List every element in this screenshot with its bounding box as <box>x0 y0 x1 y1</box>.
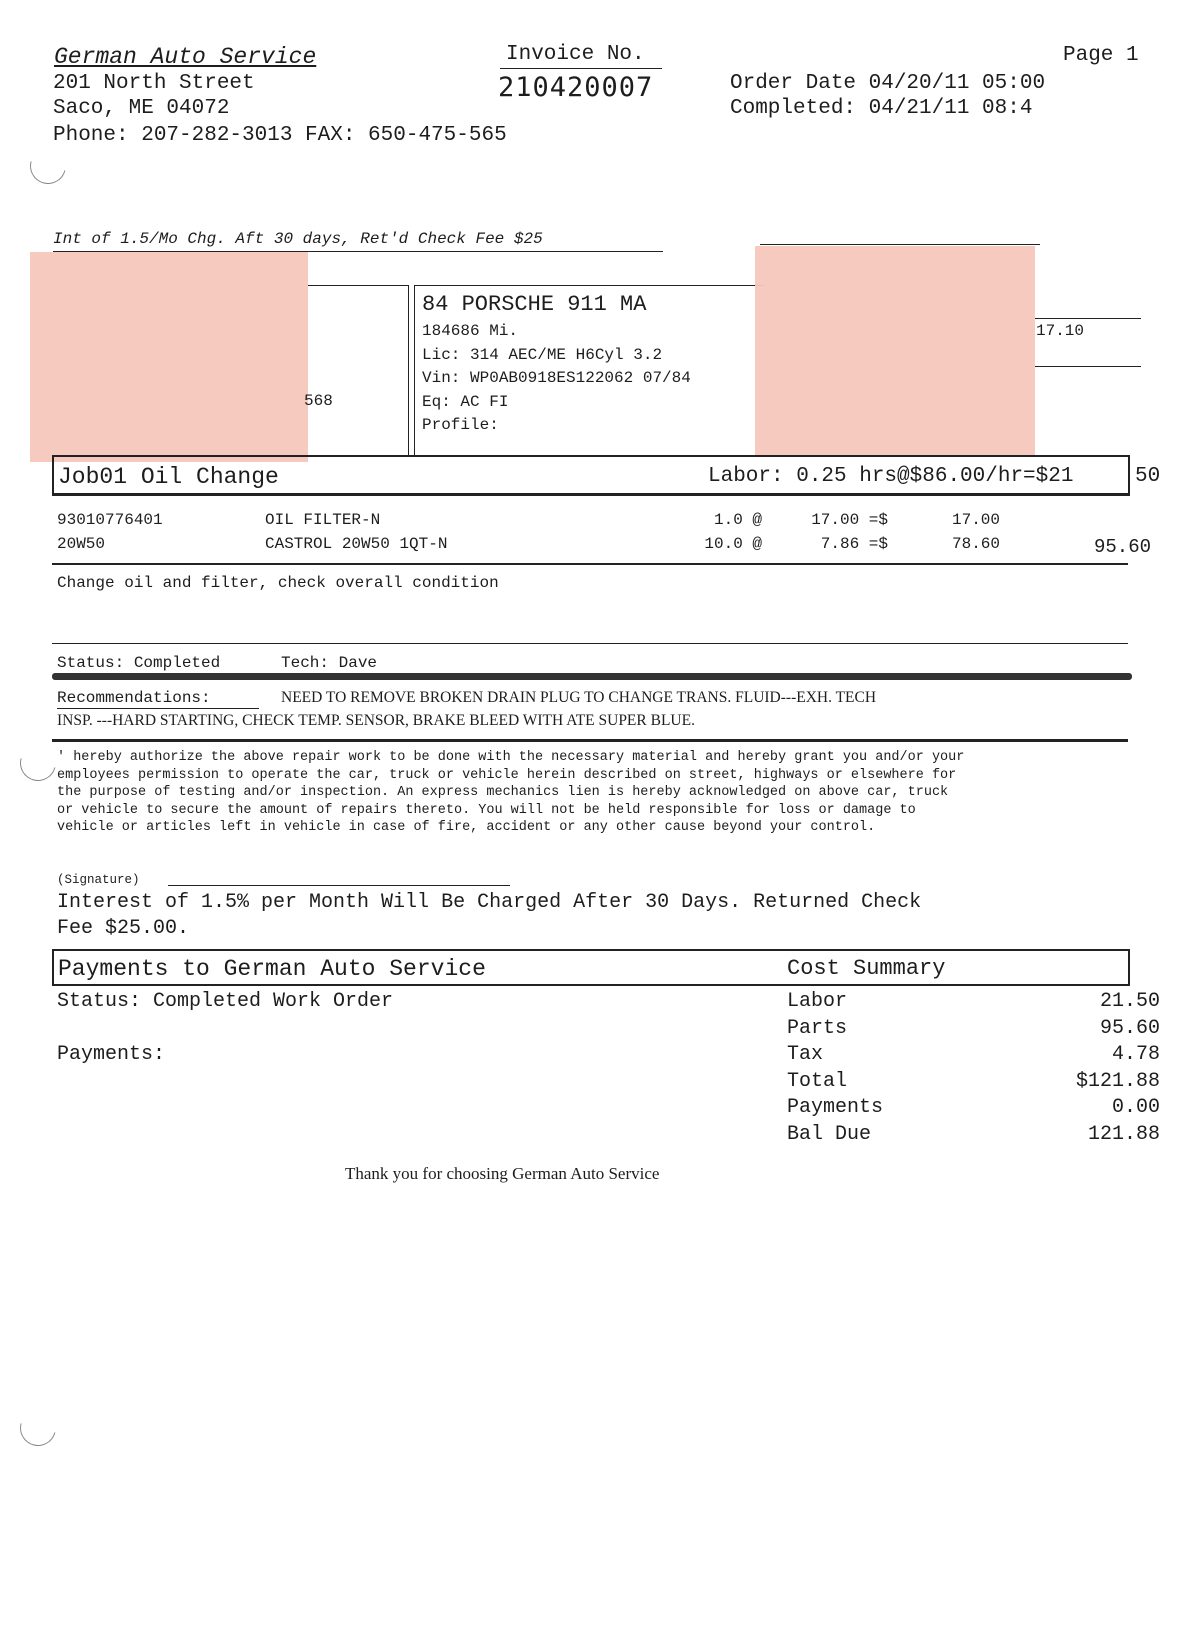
vehicle-equipment: Eq: AC FI <box>422 393 509 411</box>
job-labor-cents: 50 <box>1135 465 1161 488</box>
authorization-line: employees permission to operate the car, truck or vehicle herein described on street, highways or elsewhere for <box>57 767 957 783</box>
part-unit-price: 17.00 =$ <box>811 511 888 529</box>
account-row-line <box>1035 318 1141 319</box>
authorization-line: the purpose of testing and/or inspection. An express mechanics lien is hereby acknowledged on above car, truck <box>57 785 949 800</box>
part-extended-price: 78.60 <box>951 535 1000 553</box>
vehicle-vin: Vin: WP0AB0918ES122062 07/84 <box>422 369 691 387</box>
interest-notice-line-1: Interest of 1.5% per Month Will Be Charged After 30 Days. Returned Check <box>57 891 922 914</box>
cost-summary-value: 95.60 <box>1099 1016 1160 1040</box>
signature-line <box>168 885 510 886</box>
cost-summary-label: Payments <box>787 1096 884 1119</box>
redacted-customer-info <box>30 252 308 462</box>
punch-hole-mark <box>23 141 72 190</box>
terms-short: Int of 1.5/Mo Chg. Aft 30 days, Ret'd Check Fee $25 <box>53 230 543 248</box>
punch-hole-mark <box>13 1403 62 1452</box>
cost-summary-value: 121.88 <box>1087 1122 1160 1146</box>
recommendations-line-2: INSP. ---HARD STARTING, CHECK TEMP. SENSOR, BRAKE BLEED WITH ATE SUPER BLUE. <box>57 712 695 729</box>
payments-status: Status: Completed Work Order <box>57 990 394 1013</box>
vehicle-profile: Profile: <box>422 416 499 434</box>
payments-title: Payments to German Auto Service <box>58 956 486 982</box>
part-number: 93010776401 <box>57 511 163 529</box>
job-status: Status: Completed <box>57 654 221 672</box>
customer-number-partial: 568 <box>304 392 333 410</box>
cost-summary-value: 0.00 <box>1111 1096 1160 1119</box>
part-extended-price: 17.00 <box>951 511 1000 529</box>
page-number: Page 1 <box>1063 44 1139 67</box>
company-phone: Phone: 207-282-3013 FAX: 650-475-565 <box>53 124 507 147</box>
cost-summary-value: 21.50 <box>1099 990 1160 1013</box>
part-unit-price: 7.86 =$ <box>820 535 888 553</box>
company-city: Saco, ME 04072 <box>53 97 230 120</box>
account-value: 17.10 <box>1036 322 1085 340</box>
punch-hole-mark <box>13 738 62 787</box>
cost-summary-label: Tax <box>787 1043 824 1066</box>
invoice-label-underline <box>500 68 662 69</box>
recommendations-line-1: NEED TO REMOVE BROKEN DRAIN PLUG TO CHANGE TRANS. FLUID---EXH. TECH <box>281 689 877 706</box>
account-box-top <box>760 244 1040 245</box>
part-description: CASTROL 20W50 1QT-N <box>265 535 448 553</box>
signature-label: (Signature) <box>57 873 140 887</box>
status-top-rule <box>52 643 1128 644</box>
authorization-line: or vehicle to secure the amount of repairs thereto. You will not be held responsible for loss or damage to <box>57 802 916 818</box>
parts-bottom-rule <box>52 563 1128 565</box>
vehicle-model: 84 PORSCHE 911 MA <box>422 292 647 317</box>
status-thick-rule <box>52 673 1132 680</box>
part-description: OIL FILTER-N <box>265 511 381 529</box>
company-street: 201 North Street <box>53 72 255 95</box>
part-quantity: 10.0 @ <box>704 535 762 553</box>
vehicle-box-left <box>414 285 415 455</box>
cost-summary-title: Cost Summary <box>787 956 946 981</box>
interest-notice-line-2: Fee $25.00. <box>57 917 190 940</box>
recommendations-bottom-rule <box>52 739 1128 742</box>
completed-date: Completed: 04/21/11 08:4 <box>730 97 1033 120</box>
part-quantity: 1.0 @ <box>713 511 762 529</box>
job-labor: Labor: 0.25 hrs@$86.00/hr=$21 <box>708 465 1074 488</box>
cost-summary-label: Labor <box>787 990 848 1013</box>
order-date: Order Date 04/20/11 05:00 <box>730 72 1046 95</box>
vehicle-license: Lic: 314 AEC/ME H6Cyl 3.2 <box>422 346 663 364</box>
recommendations-label-underline <box>57 708 259 709</box>
job-title: Job01 Oil Change <box>58 464 279 490</box>
vehicle-box-top <box>414 285 764 286</box>
cost-summary-label: Bal Due <box>787 1122 872 1146</box>
customer-box-top <box>308 285 408 286</box>
job-description: Change oil and filter, check overall condition <box>57 574 499 592</box>
parts-total: 95.60 <box>1094 536 1152 558</box>
authorization-text <box>57 749 964 837</box>
company-name: German Auto Service <box>54 44 317 70</box>
job-tech: Tech: Dave <box>281 654 378 672</box>
authorization-line: vehicle or articles left in vehicle in case of fire, accident or any other cause beyond your control. <box>57 820 876 835</box>
vehicle-mileage: 184686 Mi. <box>422 322 519 340</box>
cost-summary-value: 4.78 <box>1111 1043 1160 1066</box>
cost-summary-label: Total <box>787 1069 848 1093</box>
account-row-line <box>1035 366 1141 367</box>
invoice-label: Invoice No. <box>506 43 645 66</box>
payments-label: Payments: <box>57 1043 166 1066</box>
invoice-number: 210420007 <box>498 72 654 103</box>
cost-summary-label: Parts <box>787 1016 848 1040</box>
recommendations-label: Recommendations: <box>57 689 211 707</box>
customer-box-divider <box>408 285 409 455</box>
redacted-account-info <box>755 246 1035 456</box>
authorization-line: ' hereby authorize the above repair work to be done with the necessary material and hereby grant you and/or your <box>57 750 965 765</box>
cost-summary-value: $121.88 <box>1075 1069 1160 1093</box>
part-number: 20W50 <box>57 535 106 553</box>
thank-you-message: Thank you for choosing German Auto Service <box>345 1164 660 1183</box>
